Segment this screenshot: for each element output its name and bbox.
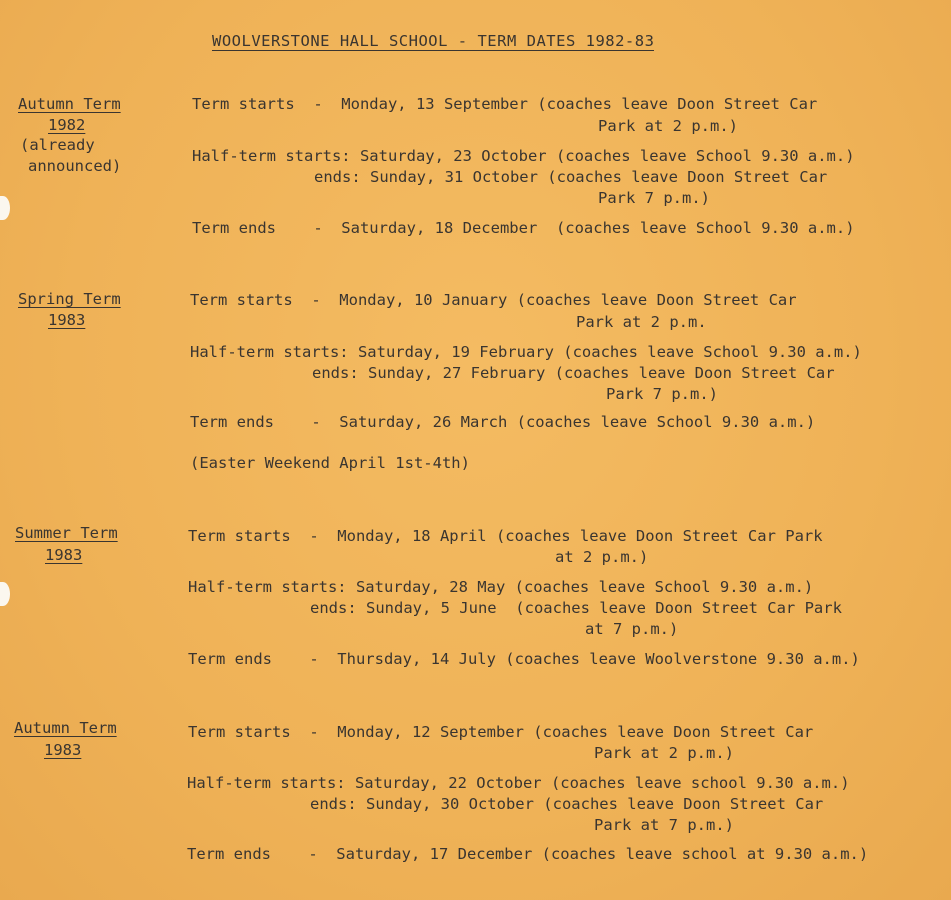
half-term-ends-cont: at 7 p.m.)	[585, 620, 679, 638]
punch-hole	[0, 196, 10, 220]
half-term-ends: ends: Sunday, 5 June (coaches leave Doon Street Car Park	[310, 599, 842, 617]
term-starts-cont: Park at 2 p.m.)	[598, 117, 738, 135]
half-term-starts: Half-term starts: Saturday, 19 February (coaches leave School 9.30 a.m.)	[190, 343, 862, 361]
term-name: Autumn Term	[18, 95, 121, 113]
term-starts: Term starts - Monday, 10 January (coaches leave Doon Street Car	[190, 291, 797, 309]
term-note: (already	[20, 136, 95, 154]
half-term-ends: ends: Sunday, 31 October (coaches leave Doon Street Car	[314, 168, 828, 186]
term-starts-cont: Park at 2 p.m.)	[594, 744, 734, 762]
half-term-starts: Half-term starts: Saturday, 22 October (coaches leave school 9.30 a.m.)	[187, 774, 850, 792]
term-name: Summer Term	[15, 524, 118, 542]
term-name: Autumn Term	[14, 719, 117, 737]
term-note: announced)	[28, 157, 122, 175]
term-year: 1983	[45, 546, 83, 564]
term-starts: Term starts - Monday, 12 September (coaches leave Doon Street Car	[188, 723, 814, 741]
term-ends: Term ends - Thursday, 14 July (coaches leave Woolverstone 9.30 a.m.)	[188, 650, 860, 668]
half-term-ends: ends: Sunday, 27 February (coaches leave Doon Street Car	[312, 364, 835, 382]
half-term-ends-cont: Park 7 p.m.)	[606, 385, 718, 403]
term-ends: Term ends - Saturday, 26 March (coaches leave School 9.30 a.m.)	[190, 413, 816, 431]
half-term-ends: ends: Sunday, 30 October (coaches leave Doon Street Car	[310, 795, 824, 813]
term-starts: Term starts - Monday, 18 April (coaches leave Doon Street Car Park	[188, 527, 823, 545]
half-term-starts: Half-term starts: Saturday, 23 October (coaches leave School 9.30 a.m.)	[192, 147, 855, 165]
term-starts-cont: Park at 2 p.m.	[576, 313, 707, 331]
easter-note: (Easter Weekend April 1st-4th)	[190, 454, 470, 472]
term-ends: Term ends - Saturday, 18 December (coaches leave School 9.30 a.m.)	[192, 219, 855, 237]
term-year: 1983	[44, 741, 82, 759]
punch-hole	[0, 582, 10, 606]
half-term-ends-cont: Park 7 p.m.)	[598, 189, 710, 207]
half-term-starts: Half-term starts: Saturday, 28 May (coaches leave School 9.30 a.m.)	[188, 578, 814, 596]
term-starts: Term starts - Monday, 13 September (coaches leave Doon Street Car	[192, 95, 818, 113]
term-name: Spring Term	[18, 290, 121, 308]
half-term-ends-cont: Park at 7 p.m.)	[594, 816, 734, 834]
term-starts-cont: at 2 p.m.)	[555, 548, 649, 566]
term-year: 1983	[48, 311, 86, 329]
term-year: 1982	[48, 116, 86, 134]
term-ends: Term ends - Saturday, 17 December (coaches leave school at 9.30 a.m.)	[187, 845, 869, 863]
page-title: WOOLVERSTONE HALL SCHOOL - TERM DATES 1982-83	[212, 32, 655, 50]
